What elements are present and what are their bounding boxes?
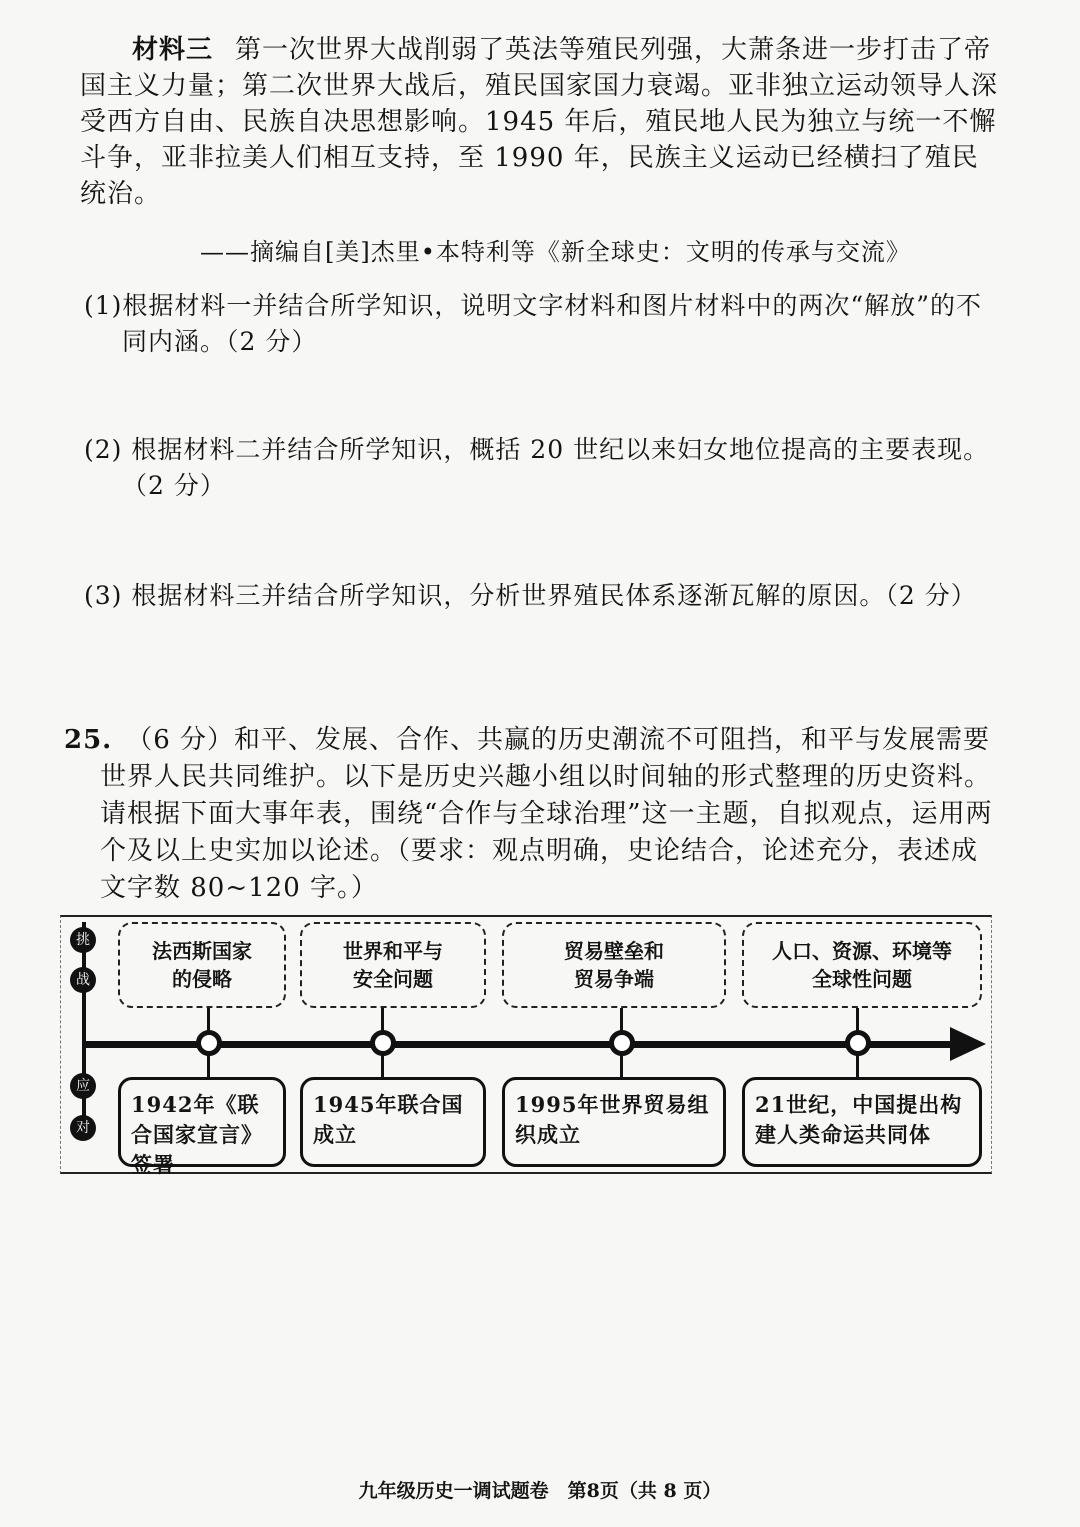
material-source: ——摘编自[美]杰里•本特利等《新全球史：文明的传承与交流》	[200, 238, 911, 266]
page-footer: 九年级历史一调试题卷 第8页（共 8 页）	[358, 1480, 722, 1502]
connector-stem	[620, 1054, 623, 1077]
timeline-arrow-icon	[950, 1027, 986, 1061]
material-label: 材料三	[132, 35, 214, 65]
material-text: 第一次世界大战削弱了英法等殖民列强，大萧条进一步打击了帝国主义力量；第二次世界大战后，殖民国家国力衰竭。亚非独立运动领导人深受西方自由、民族自决思想影响。1945 年后，殖民地人民为独立与统一不懈斗争，亚非拉美人们相互支持，至 1990 年，民族主义运动已经横扫了殖民统治。	[80, 35, 999, 209]
connector-stem	[207, 1008, 210, 1032]
side-label-challenge-1: 挑	[70, 927, 96, 953]
connector-stem	[381, 1008, 384, 1032]
connector-stem	[620, 1008, 623, 1032]
connector-stem	[207, 1054, 210, 1077]
side-label-response-1: 应	[70, 1073, 96, 1099]
challenge-box: 法西斯国家 的侵略	[118, 922, 286, 1008]
side-label-challenge-2: 战	[70, 967, 96, 993]
challenge-box: 世界和平与 安全问题	[300, 922, 486, 1008]
response-box: 1942年《联合国家宣言》签署	[118, 1077, 286, 1167]
response-box: 1945年联合国成立	[300, 1077, 486, 1167]
timeline-node	[845, 1030, 871, 1056]
question-1: (1)根据材料一并结合所学知识，说明文字材料和图片材料中的两次“解放”的不同内涵。（2 分）	[84, 291, 982, 356]
connector-stem	[856, 1008, 859, 1032]
question-25	[64, 722, 1004, 907]
side-label-response-2: 对	[70, 1115, 96, 1141]
timeline-node	[609, 1030, 635, 1056]
timeline-node	[370, 1030, 396, 1056]
response-box: 1995年世界贸易组织成立	[502, 1077, 726, 1167]
connector-stem	[856, 1054, 859, 1077]
question-25-text: （6 分）和平、发展、合作、共赢的历史潮流不可阻挡，和平与发展需要世界人民共同维护。以下是历史兴趣小组以时间轴的形式整理的历史资料。请根据下面大事年表，围绕“合作与全球治理”这一主题，自拟观点，运用两个及以上史实加以论述。（要求：观点明确，史论结合，论述充分，表述成文字数 80~120 字。）	[100, 725, 993, 903]
timeline-node	[196, 1030, 222, 1056]
connector-stem	[381, 1054, 384, 1077]
timeline-side-bar	[82, 922, 86, 1132]
challenge-box: 人口、资源、环境等 全球性问题	[742, 922, 982, 1008]
challenge-box: 贸易壁垒和 贸易争端	[502, 922, 726, 1008]
response-box: 21世纪，中国提出构建人类命运共同体	[742, 1077, 982, 1167]
material-three	[80, 32, 1000, 212]
question-2: (2) 根据材料二并结合所学知识，概括 20 世纪以来妇女地位提高的主要表现。（2 分）	[84, 435, 990, 500]
question-number: 25.	[64, 725, 113, 755]
question-3: (3) 根据材料三并结合所学知识，分析世界殖民体系逐渐瓦解的原因。（2 分）	[84, 581, 977, 610]
